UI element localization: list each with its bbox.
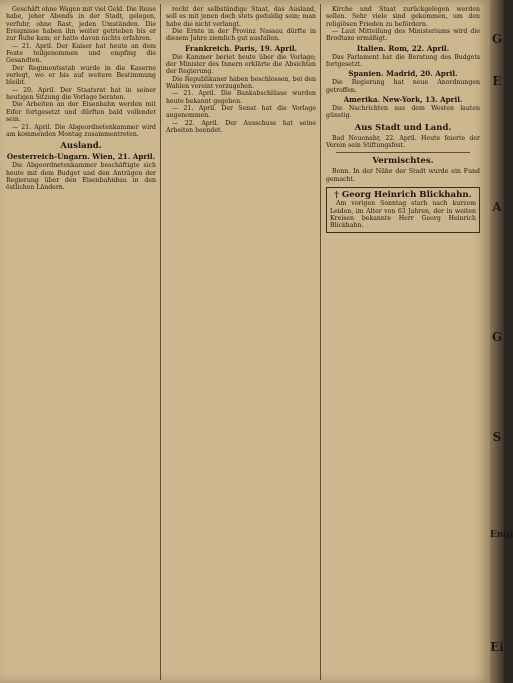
country-subheading: Amerika. New-York, 13. April. xyxy=(343,95,463,105)
paragraph: Die Nachrichten aus dem Westen lauten günstig. xyxy=(326,105,480,120)
country-subheading: Italien. Rom, 22. April. xyxy=(356,43,450,53)
edge-letter: G xyxy=(491,330,503,344)
divider xyxy=(336,152,470,153)
paragraph: recht der selbständige Staat, das Ausland, soll es mit jenen doch stets geduldig sein; man habe die nicht verlangt. xyxy=(166,6,316,28)
edge-letter: E xyxy=(492,74,502,88)
edge-letter: S xyxy=(492,430,502,444)
section-heading: Ausland. xyxy=(60,141,102,152)
column-rule xyxy=(320,4,321,680)
obituary-box xyxy=(326,187,480,232)
section-heading: Vermischtes. xyxy=(372,156,434,167)
country-subheading: Frankreich. Paris, 19. April. xyxy=(184,43,298,53)
column-3 xyxy=(326,6,480,680)
paragraph: — Laut Mitteilung des Ministeriums wird die Brodtaxe ermäßigt. xyxy=(326,28,480,43)
paragraph: — 21. April. Der Senat hat die Vorlage angenommen. xyxy=(166,105,316,120)
paragraph: — 21. April. Die Bankabschlüsse wurden heute bekannt gegeben. xyxy=(166,90,316,105)
paragraph: Die Arbeiten an der Eisenbahn werden mit Eifer fortgesetzt und dürften bald vollendet sein. xyxy=(6,101,156,124)
column-rule xyxy=(160,4,161,680)
paragraph: — 20. April. Der Staatsrat hat in seiner heutigen Sitzung die Vorlage beraten. xyxy=(6,86,156,102)
paragraph: Am vorigen Sonntag starb nach kurzem Leiden, im Alter von 63 Jahren, der in weiten Kreisen bekannte Herr Georg Heinrich Blickhahn. xyxy=(330,200,476,230)
paragraph: Die Kammer beriet heute über die Vorlage; der Minister des Innern erklärte die Absichten der Regierung. xyxy=(166,53,316,76)
paragraph: Die Ernte in der Provinz Nassau dürfte in diesem Jahre ziemlich gut ausfallen. xyxy=(166,28,316,43)
edge-letter: Ei xyxy=(490,640,504,654)
paragraph: Die Regierung hat neue Anordnungen getroffen. xyxy=(326,79,480,94)
paragraph: — 21. April. Der Kaiser hat heute an dem Feste teilgenommen und empfing die Gesandten. xyxy=(6,42,156,65)
country-subheading: Spanien. Madrid, 20. April. xyxy=(348,69,458,79)
edge-letter: Engl xyxy=(490,530,513,540)
paragraph: Der Regimentsstab wurde in die Kaserne verlegt, wo er bis auf weitere Bestimmung bleibt. xyxy=(6,64,156,87)
paragraph: Die Republikaner haben beschlossen, bei den Wahlen vereint vorzugehen. xyxy=(166,75,316,91)
obituary-title: † Georg Heinrich Blickhahn. xyxy=(334,190,472,201)
edge-letter: G xyxy=(491,32,503,46)
section-heading: Aus Stadt und Land. xyxy=(354,122,452,133)
paragraph: Bad Neuenahr, 22. April. Heute feierte der Verein sein Stiftungsfest. xyxy=(326,134,480,150)
paragraph: Das Parlament hat die Beratung des Budgets fortgesetzt. xyxy=(326,53,480,69)
country-subheading: Oesterreich-Ungarn. Wien, 21. April. xyxy=(6,152,156,162)
column-1 xyxy=(6,6,156,680)
paragraph: — 22. April. Der Ausschuss hat seine Arbeiten beendet. xyxy=(166,119,316,135)
paragraph: — 21. April. Die Abgeordnetenkammer wird am kommenden Montag zusammentreten. xyxy=(6,123,156,138)
edge-letter: A xyxy=(492,200,502,214)
paragraph: Kirche und Staat zurückgelegen werden sollen. Sehr viele sind gekommen, um den religiösen Frieden zu befördern. xyxy=(326,6,480,28)
column-2 xyxy=(166,6,316,680)
paragraph: Die Abgeordnetenkammer beschäftigte sich heute mit dem Budget und den Anträgen der Regierung über den Eisenbahnbau in den östlichen Ländern. xyxy=(6,162,156,192)
adjacent-page-edge xyxy=(490,0,513,683)
paragraph: Bonn. In der Nähe der Stadt wurde ein Fund gemacht. xyxy=(326,168,480,183)
paragraph: Geschäft ohne Wagen mit viel Geld. Die Reise habe, jeher Abends in der Stadt, gelegen, verfuhr, ohne Rast, jeden Umständen. Die Ereignisse haben ihn weiter getrieben bis er zur Ruhe kam; er hatte davon nichts erfahren. xyxy=(6,6,156,43)
